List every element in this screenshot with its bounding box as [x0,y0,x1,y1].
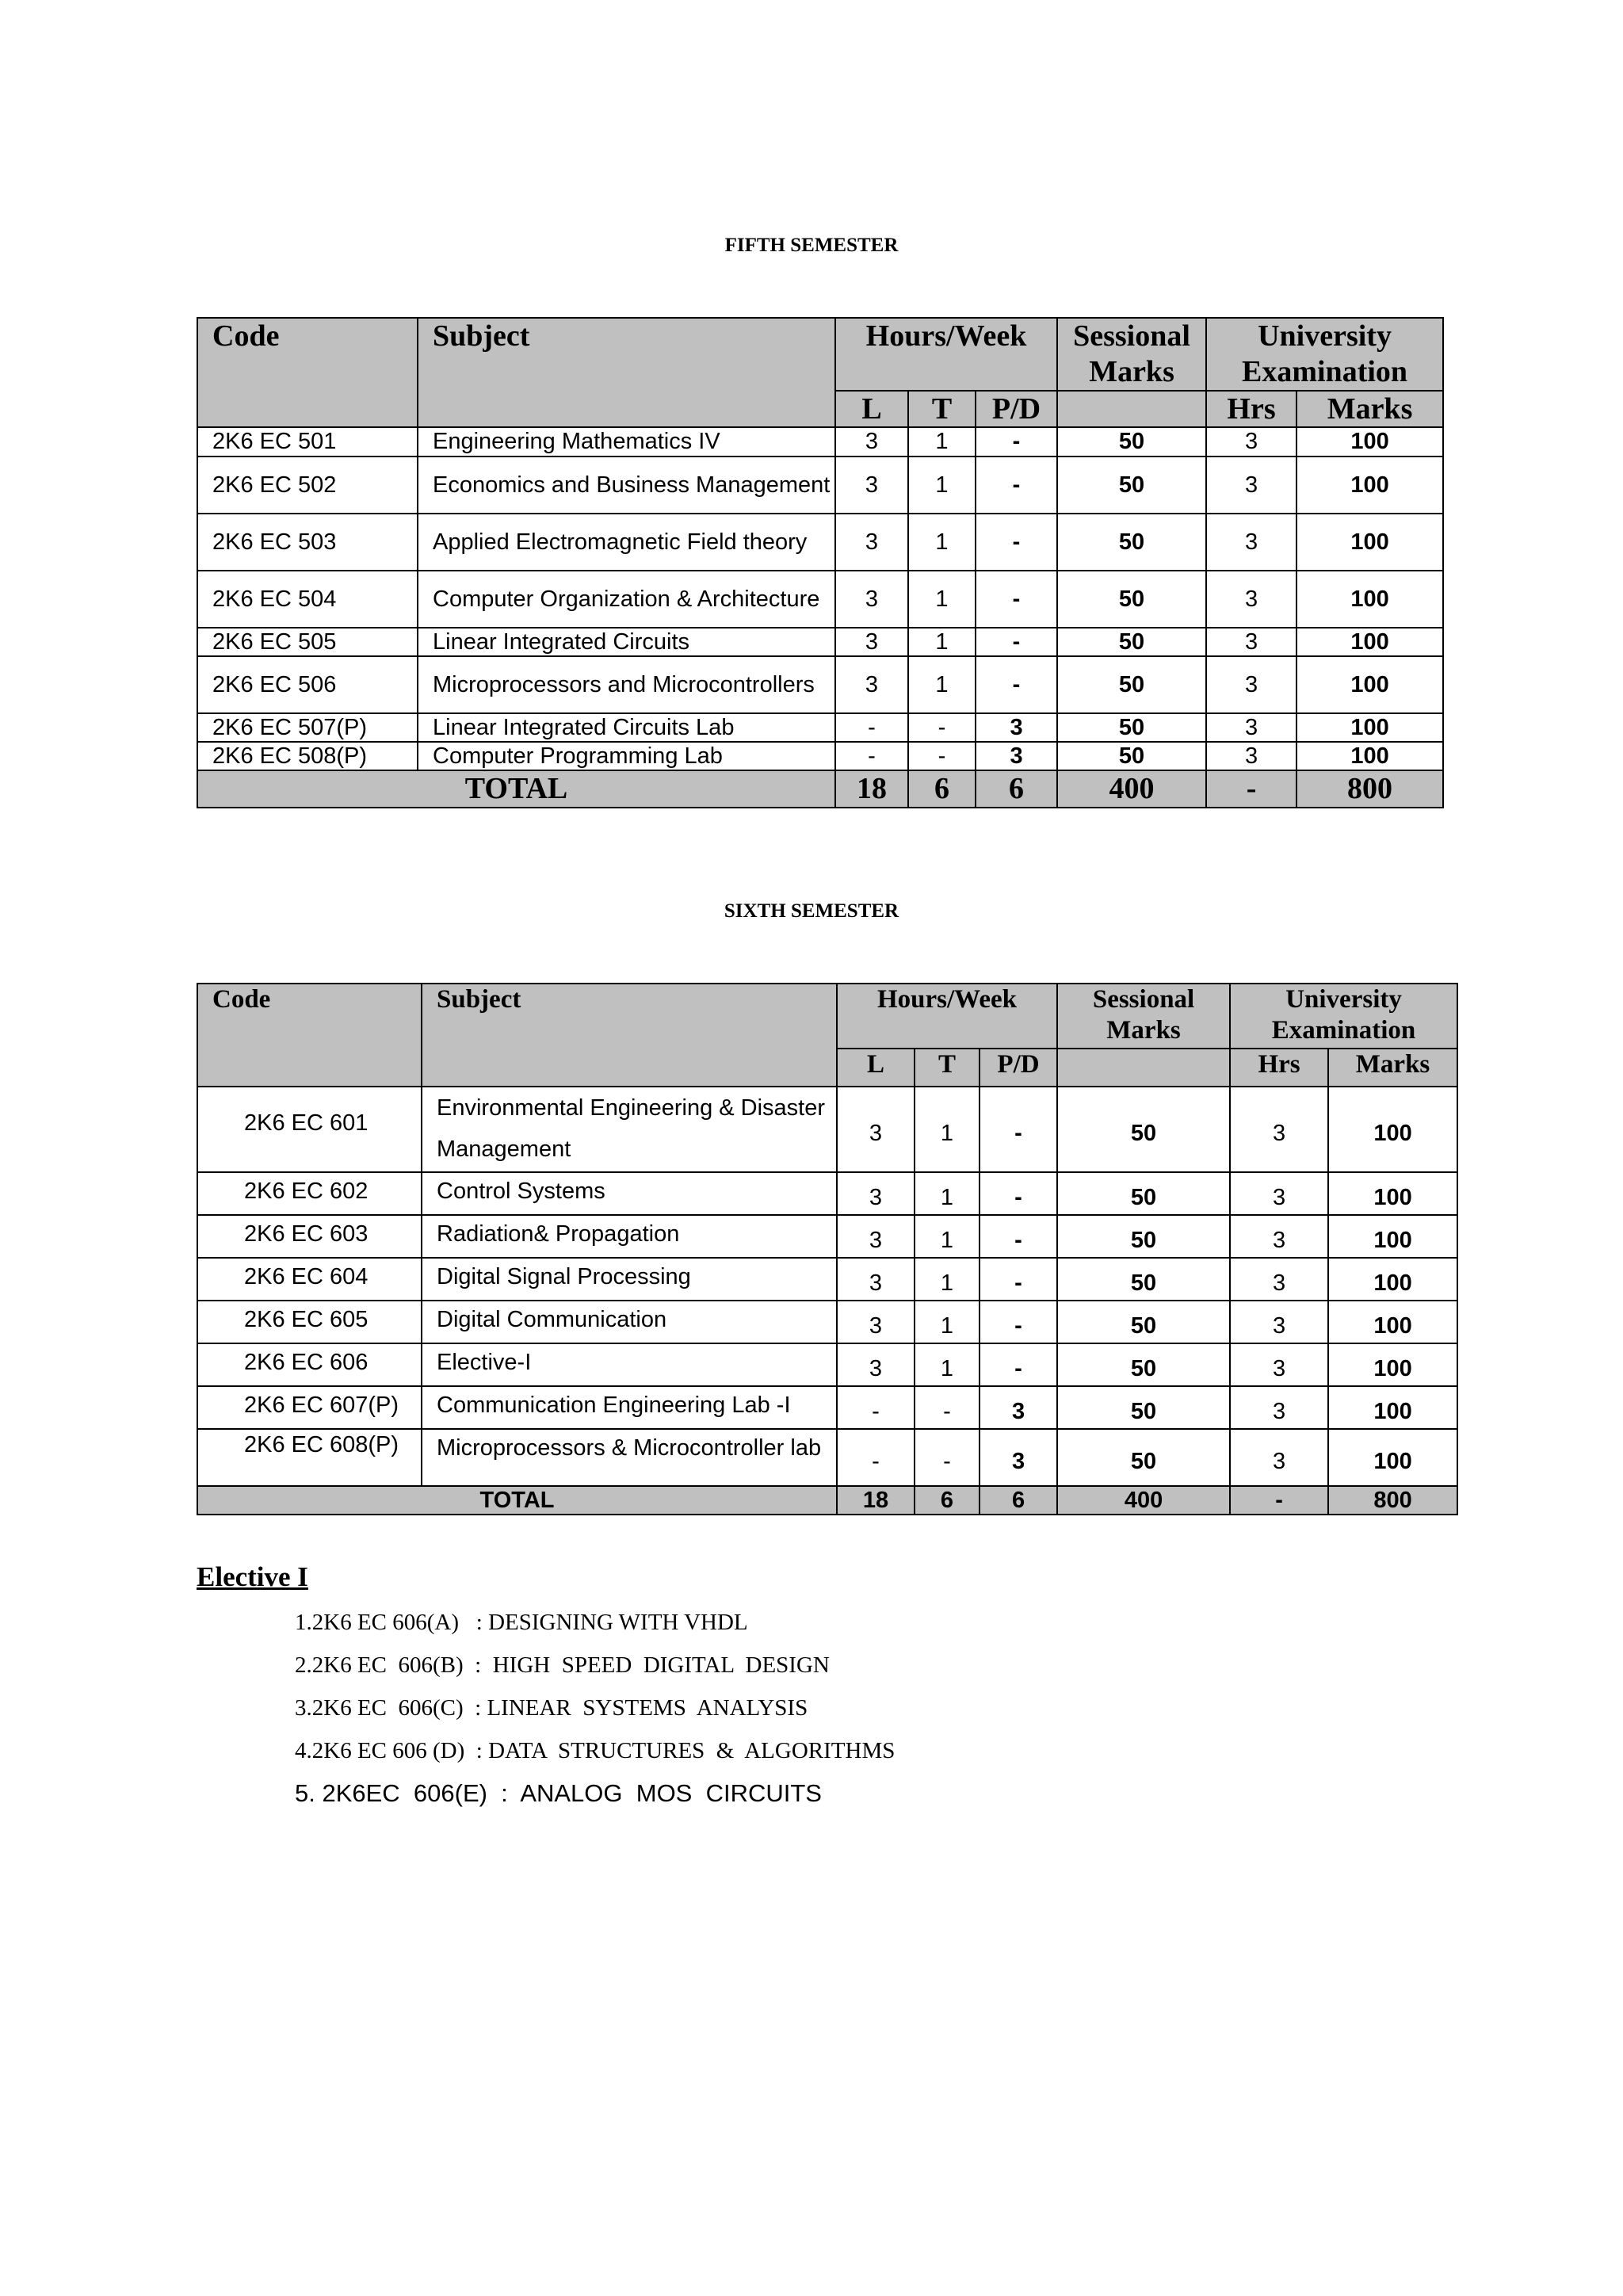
course-subject: Linear Integrated Circuits [418,628,835,656]
exam-marks: 100 [1328,1172,1457,1215]
elective-item: 2.2K6 EC 606(B) : HIGH SPEED DIGITAL DESIGN [295,1652,830,1678]
exam-hours: 3 [1230,1087,1328,1172]
total-l: 18 [837,1486,915,1515]
header-l: L [837,1049,915,1087]
total-row [197,770,1443,808]
total-hrs: - [1206,770,1296,808]
course-code: 2K6 EC 504 [197,571,418,628]
header-sessional-marks: Sessional Marks [1057,318,1206,391]
total-label: TOTAL [197,770,835,808]
total-marks: 800 [1328,1486,1457,1515]
sessional-marks: 50 [1057,1343,1230,1386]
table-row [197,1258,1457,1301]
practical-hours: - [976,427,1057,456]
lecture-hours: 3 [837,1215,915,1258]
total-sessional: 400 [1057,1486,1230,1515]
exam-marks: 100 [1328,1386,1457,1429]
header-university-examination: University Examination [1206,318,1443,391]
lecture-hours: 3 [835,457,908,514]
total-l: 18 [835,770,908,808]
tutorial-hours: - [908,713,976,742]
total-pd: 6 [976,770,1057,808]
practical-hours: 3 [976,713,1057,742]
exam-marks: 100 [1328,1215,1457,1258]
elective-item: 1.2K6 EC 606(A) : DESIGNING WITH VHDL [295,1610,748,1635]
exam-marks: 100 [1296,628,1443,656]
course-subject: Microprocessors & Microcontroller lab [422,1429,837,1486]
practical-hours: 3 [976,742,1057,770]
header-code: Code [197,318,418,427]
exam-hours: 3 [1230,1172,1328,1215]
fifth-semester-title: FIFTH SEMESTER [724,235,899,256]
course-subject: Control Systems [422,1172,837,1215]
lecture-hours: 3 [837,1301,915,1343]
table-row [197,1386,1457,1429]
lecture-hours: 3 [837,1087,915,1172]
exam-hours: 3 [1206,427,1296,456]
exam-marks: 100 [1328,1343,1457,1386]
sessional-marks: 50 [1057,457,1206,514]
course-code: 2K6 EC 508(P) [197,742,418,770]
sessional-marks: 50 [1057,628,1206,656]
exam-marks: 100 [1296,514,1443,571]
tutorial-hours: 1 [908,628,976,656]
sessional-marks: 50 [1057,713,1206,742]
header-sessional-blank [1057,1049,1230,1087]
course-subject: Communication Engineering Lab -I [422,1386,837,1429]
total-t: 6 [908,770,976,808]
header-pd: P/D [980,1049,1057,1087]
header-hrs: Hrs [1206,391,1296,428]
exam-hours: 3 [1206,713,1296,742]
course-subject: Radiation& Propagation [422,1215,837,1258]
course-subject: Environmental Engineering & Disaster Management [422,1087,837,1172]
course-code: 2K6 EC 607(P) [197,1386,422,1429]
table-row [197,742,1443,770]
course-subject: Digital Signal Processing [422,1258,837,1301]
header-hours-week: Hours/Week [837,984,1057,1049]
lecture-hours: - [835,742,908,770]
exam-hours: 3 [1230,1301,1328,1343]
elective-list [295,1601,895,1815]
course-code: 2K6 EC 506 [197,656,418,713]
practical-hours: - [976,656,1057,713]
course-code: 2K6 EC 503 [197,514,418,571]
lecture-hours: 3 [837,1172,915,1215]
sessional-marks: 50 [1057,742,1206,770]
lecture-hours: - [837,1386,915,1429]
course-subject: Economics and Business Management [418,457,835,514]
header-university-examination: University Examination [1230,984,1457,1049]
course-code: 2K6 EC 602 [197,1172,422,1215]
practical-hours: - [976,457,1057,514]
tutorial-hours: 1 [915,1301,980,1343]
course-code: 2K6 EC 604 [197,1258,422,1301]
total-label: TOTAL [197,1486,837,1515]
practical-hours: - [980,1343,1057,1386]
practical-hours: - [976,514,1057,571]
total-row [197,1486,1457,1515]
course-code: 2K6 EC 608(P) [197,1429,422,1486]
practical-hours: - [980,1215,1057,1258]
course-code: 2K6 EC 507(P) [197,713,418,742]
course-subject: Linear Integrated Circuits Lab [418,713,835,742]
header-l: L [835,391,908,428]
sessional-marks: 50 [1057,427,1206,456]
tutorial-hours: 1 [915,1343,980,1386]
lecture-hours: 3 [835,514,908,571]
sessional-marks: 50 [1057,1429,1230,1486]
practical-hours: 3 [980,1429,1057,1486]
lecture-hours: 3 [835,571,908,628]
header-pd: P/D [976,391,1057,428]
tutorial-hours: - [915,1429,980,1486]
sessional-marks: 50 [1057,571,1206,628]
course-code: 2K6 EC 603 [197,1215,422,1258]
lecture-hours: - [835,713,908,742]
course-code: 2K6 EC 606 [197,1343,422,1386]
table-row [197,656,1443,713]
table-row [197,427,1443,456]
exam-marks: 100 [1296,457,1443,514]
exam-marks: 100 [1296,427,1443,456]
tutorial-hours: - [908,742,976,770]
course-subject: Microprocessors and Microcontrollers [418,656,835,713]
practical-hours: - [976,571,1057,628]
header-marks: Marks [1296,391,1443,428]
exam-hours: 3 [1230,1429,1328,1486]
header-t: T [915,1049,980,1087]
elective-item: 4.2K6 EC 606 (D) : DATA STRUCTURES & ALGORITHMS [295,1738,896,1763]
sessional-marks: 50 [1057,1172,1230,1215]
sixth-semester-title: SIXTH SEMESTER [724,900,899,922]
tutorial-hours: 1 [908,514,976,571]
exam-hours: 3 [1230,1258,1328,1301]
table-row [197,628,1443,656]
sessional-marks: 50 [1057,1087,1230,1172]
exam-marks: 100 [1296,571,1443,628]
table-row [197,514,1443,571]
table-row [197,1429,1457,1486]
tutorial-hours: 1 [908,427,976,456]
exam-hours: 3 [1206,628,1296,656]
lecture-hours: 3 [835,656,908,713]
practical-hours: - [980,1301,1057,1343]
exam-hours: 3 [1230,1215,1328,1258]
exam-hours: 3 [1206,742,1296,770]
practical-hours: - [980,1172,1057,1215]
course-code: 2K6 EC 505 [197,628,418,656]
header-code: Code [197,984,422,1087]
exam-marks: 100 [1296,656,1443,713]
practical-hours: - [976,628,1057,656]
table-row [197,457,1443,514]
course-subject: Digital Communication [422,1301,837,1343]
exam-hours: 3 [1206,571,1296,628]
course-code: 2K6 EC 601 [197,1087,422,1172]
total-t: 6 [915,1486,980,1515]
header-hrs: Hrs [1230,1049,1328,1087]
exam-hours: 3 [1206,656,1296,713]
exam-marks: 100 [1328,1258,1457,1301]
exam-hours: 3 [1206,514,1296,571]
tutorial-hours: 1 [915,1258,980,1301]
header-t: T [908,391,976,428]
sessional-marks: 50 [1057,514,1206,571]
sessional-marks: 50 [1057,1258,1230,1301]
table-row [197,1215,1457,1258]
exam-hours: 3 [1206,457,1296,514]
exam-hours: 3 [1230,1386,1328,1429]
exam-marks: 100 [1328,1087,1457,1172]
lecture-hours: 3 [837,1258,915,1301]
elective-heading: Elective I [197,1561,308,1592]
header-hours-week: Hours/Week [835,318,1057,391]
practical-hours: 3 [980,1386,1057,1429]
table-row [197,1087,1457,1172]
lecture-hours: 3 [835,427,908,456]
course-subject: Computer Programming Lab [418,742,835,770]
tutorial-hours: 1 [915,1172,980,1215]
table-row [197,1343,1457,1386]
sessional-marks: 50 [1057,1301,1230,1343]
tutorial-hours: 1 [915,1087,980,1172]
tutorial-hours: 1 [908,656,976,713]
header-sessional-marks: Sessional Marks [1057,984,1230,1049]
total-pd: 6 [980,1486,1057,1515]
sessional-marks: 50 [1057,1386,1230,1429]
elective-item: 5. 2K6EC 606(E) : ANALOG MOS CIRCUITS [295,1779,822,1807]
sessional-marks: 50 [1057,656,1206,713]
exam-marks: 100 [1296,742,1443,770]
tutorial-hours: 1 [908,457,976,514]
table-row [197,571,1443,628]
exam-marks: 100 [1328,1301,1457,1343]
total-sessional: 400 [1057,770,1206,808]
fifth-semester-table [197,317,1444,808]
lecture-hours: - [837,1429,915,1486]
elective-item: 3.2K6 EC 606(C) : LINEAR SYSTEMS ANALYSIS [295,1695,808,1721]
header-subject: Subject [418,318,835,427]
tutorial-hours: - [915,1386,980,1429]
practical-hours: - [980,1087,1057,1172]
lecture-hours: 3 [835,628,908,656]
header-marks: Marks [1328,1049,1457,1087]
header-subject: Subject [422,984,837,1087]
course-code: 2K6 EC 501 [197,427,418,456]
total-marks: 800 [1296,770,1443,808]
total-hrs: - [1230,1486,1328,1515]
table-row [197,1172,1457,1215]
exam-marks: 100 [1296,713,1443,742]
course-subject: Elective-I [422,1343,837,1386]
header-sessional-blank [1057,391,1206,428]
tutorial-hours: 1 [908,571,976,628]
exam-hours: 3 [1230,1343,1328,1386]
lecture-hours: 3 [837,1343,915,1386]
course-code: 2K6 EC 605 [197,1301,422,1343]
course-subject: Applied Electromagnetic Field theory [418,514,835,571]
table-row [197,1301,1457,1343]
course-subject: Computer Organization & Architecture [418,571,835,628]
course-code: 2K6 EC 502 [197,457,418,514]
course-subject: Engineering Mathematics IV [418,427,835,456]
exam-marks: 100 [1328,1429,1457,1486]
tutorial-hours: 1 [915,1215,980,1258]
table-row [197,713,1443,742]
sixth-semester-table [197,983,1458,1515]
practical-hours: - [980,1258,1057,1301]
sessional-marks: 50 [1057,1215,1230,1258]
